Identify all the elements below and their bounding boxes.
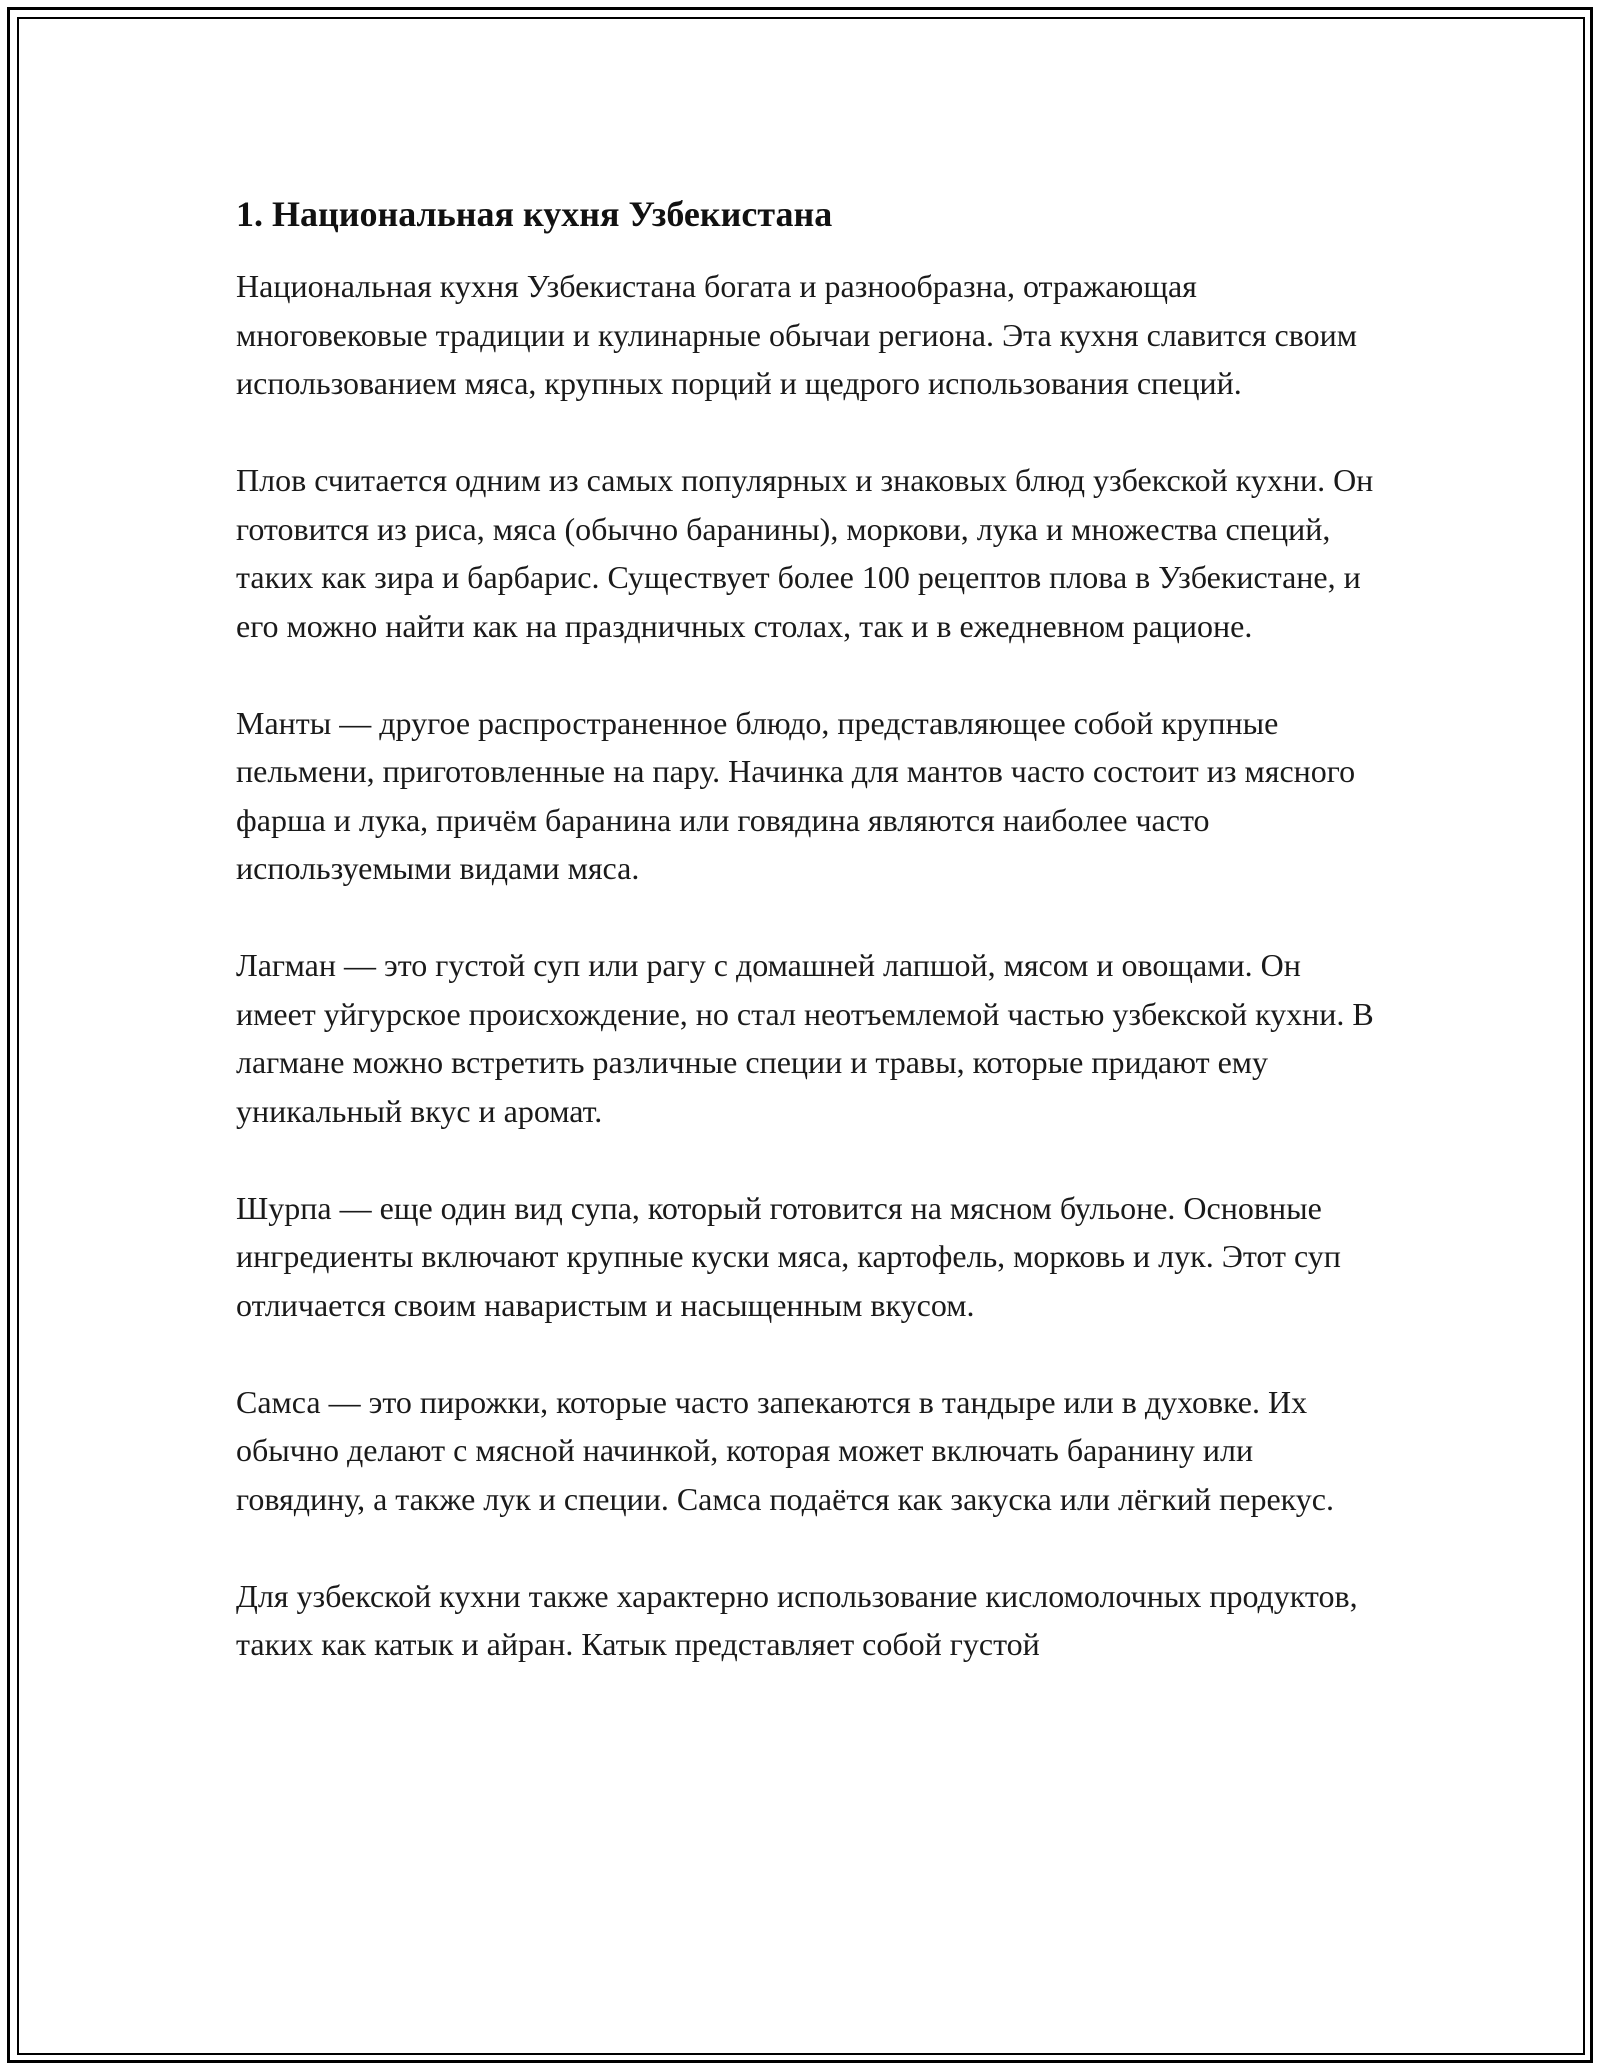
paragraph-dairy: Для узбекской кухни также характерно использование кисломолочных продуктов, таких как катык и айран. Катык представляет собой густой xyxy=(236,1577,1358,1662)
paragraph-lagman: Лагман — это густой суп или рагу с домашней лапшой, мясом и овощами. Он имеет уйгурское происхождение, но стал неотъемлемой частью узбекской кухни. В лагмане можно встретить различные специи и травы, которые придают ему уникальный вкус и аромат. xyxy=(236,947,1374,1129)
document-body xyxy=(236,188,1376,1717)
paragraph-shurpa: Шурпа — еще один вид супа, который готовится на мясном бульоне. Основные ингредиенты включают крупные куски мяса, картофель, морковь и лук. Этот суп отличается своим наваристым и насыщенным вкусом. xyxy=(236,1189,1341,1323)
section-heading: 1. Национальная кухня Узбекистана xyxy=(236,194,833,234)
paragraph-intro: Национальная кухня Узбекистана богата и разнообразна, отражающая многовековые традиции и кулинарные обычаи региона. Эта кухня славится своим использованием мяса, крупных порций и щедрого использования специй. xyxy=(236,268,1357,401)
paragraph-plov: Плов считается одним из самых популярных и знаковых блюд узбекской кухни. Он готовится из риса, мяса (обычно баранины), моркови, лука и множества специй, таких как зира и барбарис. Существует более 100 рецептов плова в Узбекистане, и его можно найти как на праздничных столах, так и в ежедневном рационе. xyxy=(236,462,1374,644)
paragraph-manty: Манты — другое распространенное блюдо, представляющее собой крупные пельмени, приготовленные на пару. Начинка для мантов часто состоит из мясного фарша и лука, причём баранина или говядина являются наиболее часто используемыми видами мяса. xyxy=(236,704,1356,886)
paragraph-samsa: Самса — это пирожки, которые часто запекаются в тандыре или в духовке. Их обычно делают с мясной начинкой, которая может включать баранину или говядину, а также лук и специи. Самса подаётся как закуска или лёгкий перекус. xyxy=(236,1383,1334,1517)
